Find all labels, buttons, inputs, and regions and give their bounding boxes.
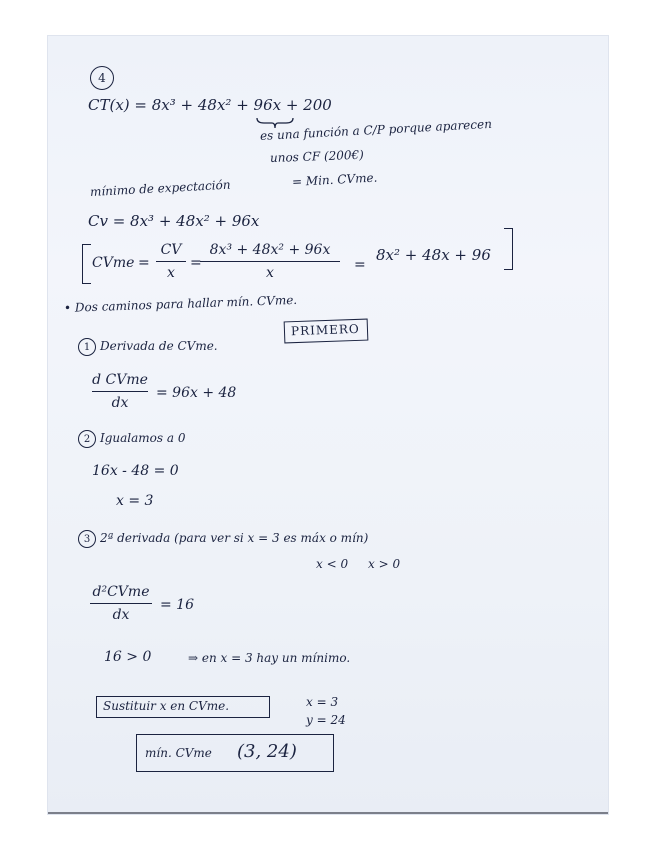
substitute-x: x = 3 [306,695,339,709]
step3-min-condition: x > 0 [368,557,401,571]
cvme-rhs: 8x² + 48x + 96 [376,246,491,264]
cvme-eq2: = [190,255,202,271]
step3-frac-num: d²CVme [92,584,150,600]
step1-fraction [92,372,148,411]
problem-number: 4 [98,71,106,85]
step3-frac-den: dx [112,607,130,623]
cvme-frac1-num: CV [160,242,182,258]
step3-number: 3 [83,533,91,545]
step1-frac-num: d CVme [92,372,148,388]
step1-number-circle [78,338,96,356]
primero-box [284,319,369,344]
step3-max-condition: x < 0 [316,557,349,571]
ct-note-line2: unos CF (200€) [269,147,365,165]
step1-label: Derivada de CVme. [100,339,218,353]
step1-number: 1 [83,341,91,353]
cvme-bracket-right [504,228,513,270]
fraction-bar [156,261,186,262]
cvme-frac2-num: 8x³ + 48x² + 96x [209,242,331,258]
step3-fraction [90,584,152,623]
fraction-bar [92,391,148,392]
result-label: mín. CVme [145,746,212,760]
substitute-box [96,696,270,718]
result-value: (3, 24) [237,741,297,762]
step2-solution: x = 3 [116,493,154,509]
cvme-frac2-den: x [266,265,274,281]
result-box [136,734,334,772]
step3-conclusion-lhs: 16 > 0 [104,649,152,665]
substitute-y: y = 24 [306,713,346,727]
step3-rhs: = 16 [160,597,194,613]
min-expectation-label: mínimo de expectación [89,177,231,199]
primero-label: PRIMERO [290,321,360,339]
step3-number-circle [78,530,96,548]
cvme-fraction-1 [156,242,186,281]
min-expectation-value: = Min. CVme. [291,170,378,189]
step2-number-circle [78,430,96,448]
substitute-label: Sustituir x en CVme. [103,699,230,713]
cv-equation: Cv = 8x³ + 48x² + 96x [88,212,260,230]
cvme-eq1: = [138,255,150,271]
step2-number: 2 [83,433,91,445]
fraction-bar [90,603,152,604]
cvme-fraction-2 [200,242,340,281]
cvme-frac1-den: x [167,265,175,281]
intro-line: • Dos caminos para hallar mín. CVme. [63,292,298,315]
ct-note-line1: es una función a C/P porque aparecen [259,116,493,143]
fraction-bar [200,261,340,262]
cvme-lhs: CVme [92,255,135,271]
cvme-eq3: = [354,257,366,273]
problem-number-circle [90,66,114,90]
step2-equation: 16x - 48 = 0 [92,463,179,479]
page-bottom-edge [48,812,608,814]
handwritten-page [48,36,608,814]
step2-label: Igualamos a 0 [100,431,186,445]
ct-equation: CT(x) = 8x³ + 48x² + 96x + 200 [88,96,332,114]
step3-label: 2ª derivada (para ver si x = 3 es máx o mín) [100,531,369,545]
step1-frac-den: dx [111,395,129,411]
step3-conclusion-rhs: ⇒ en x = 3 hay un mínimo. [188,651,351,665]
cvme-bracket-left [82,244,91,284]
step1-rhs: = 96x + 48 [156,385,237,401]
